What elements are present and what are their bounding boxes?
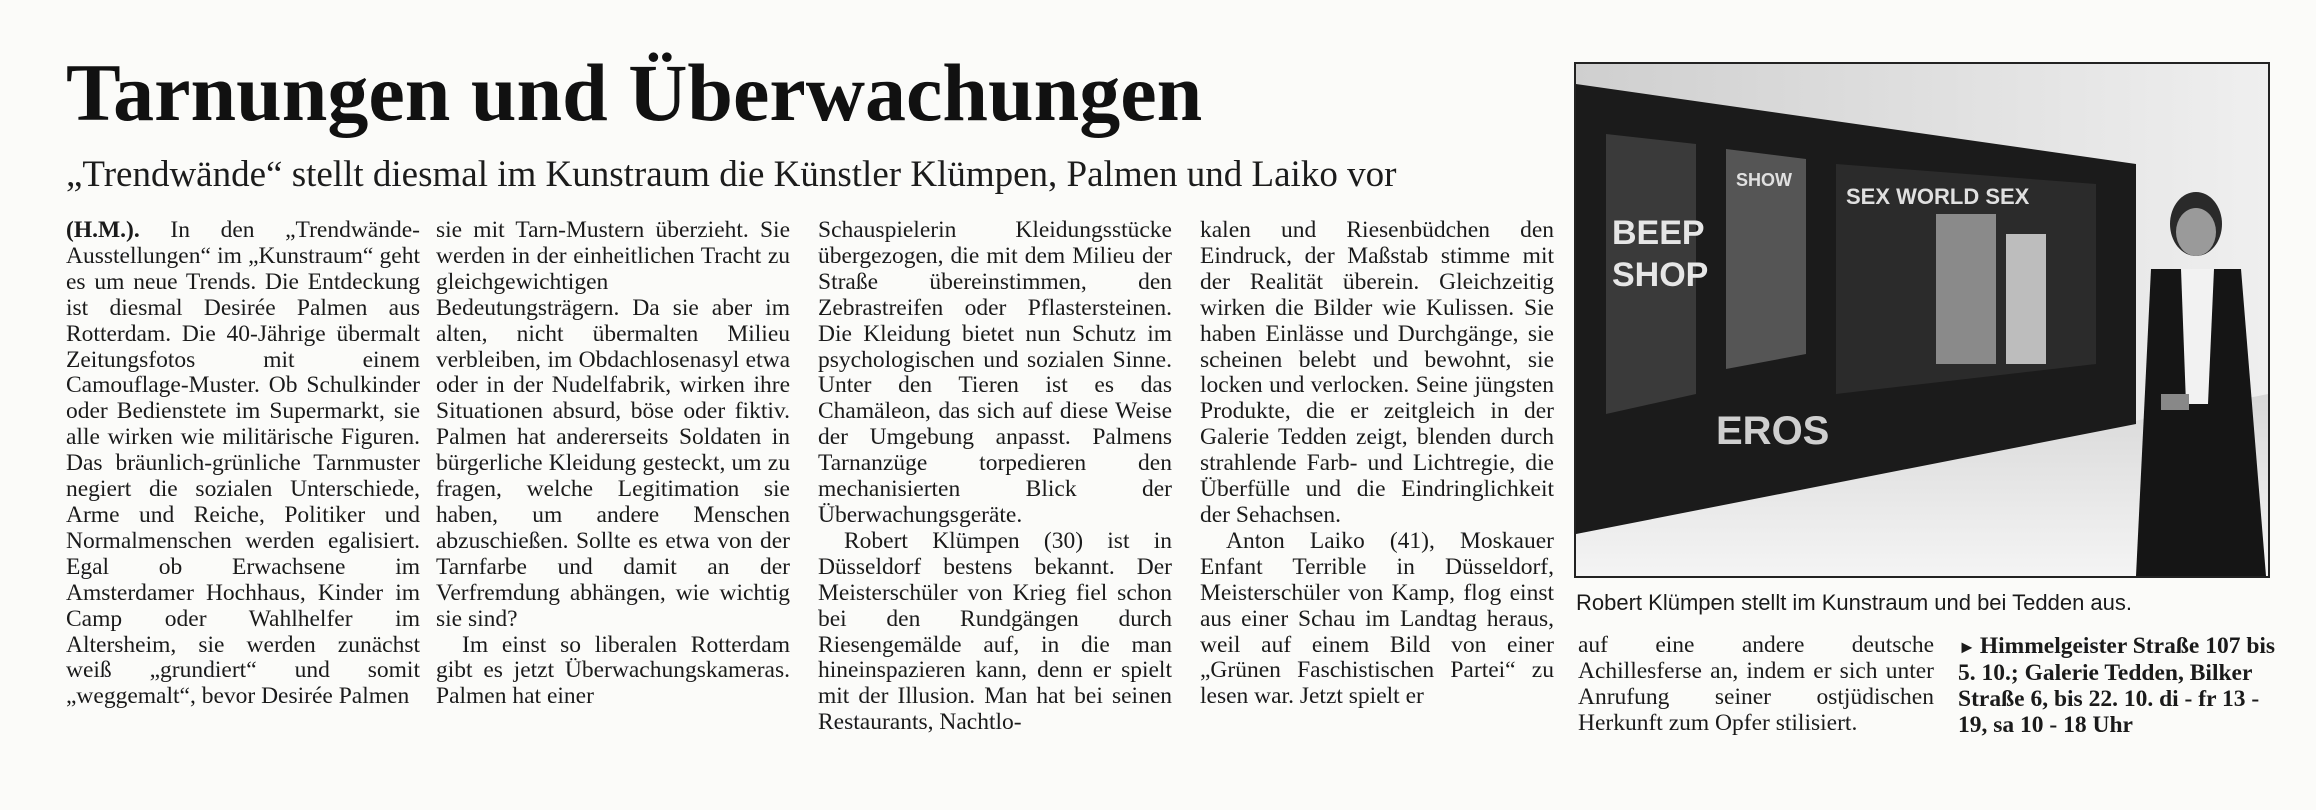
article-column-2 — [436, 218, 790, 710]
exhibition-info-text: Himmelgeister Straße 107 bis 5. 10.; Galerie Tedden, Bilker Straße 6, bis 22. 10. di - fr 13 - 19, sa 10 - 18 Uhr — [1958, 633, 2276, 738]
column-2-paragraph-2: Im einst so liberalen Rotterdam gibt es jetzt Überwachungskameras. Palmen hat einer — [436, 631, 790, 710]
column-1-text — [66, 218, 420, 710]
byline: (H.M.). — [66, 217, 140, 243]
photo-sign-5: EROS — [1716, 409, 1830, 453]
photo-caption: Robert Klümpen stellt im Kunstraum und bei Tedden aus. — [1576, 590, 2133, 615]
column-3-paragraph-1: Schauspielerin Kleidungsstücke übergezogen, die mit dem Milieu der Straße übereinstimmen, den Zebrastreifen oder Pflastersteinen. Die Kleidung bietet nun Schutz im psychologischen und sozialen Sinne. Unter den Tieren ist es das Chamäleon, das sich auf diese Weise der Umgebung anpasst. Palmens Tarnanzüge torpedieren den mechanisierten Blick der Überwachungsgeräte. — [818, 217, 1172, 528]
person-face — [2176, 208, 2216, 256]
column-3-paragraph-2: Robert Klümpen (30) ist in Düsseldorf bestens bekannt. Der Meisterschüler von Krieg fiel schon bei den Rundgängen durch Riesengemälde auf, in die man hineinspazieren kann, denn er spielt mit der Illusion. Man hat bei seinen Restaurants, Nachtlo- — [818, 527, 1172, 736]
painting-figure — [1936, 214, 1996, 364]
column-2-paragraph-1: sie mit Tarn-Mustern überzieht. Sie werden in der einheitlichen Tracht zu gleichgewichtigen Bedeutungsträgern. Da sie aber im alten, nicht übermalten Milieu verbleiben, im Obdachlosenasyl etwa oder in der Nudelfabrik, wirken ihre Situationen absurd, böse oder fiktiv. Palmen hat andererseits Soldaten in bürgerliche Kleidung gesteckt, um zu fragen, welche Legitimation sie haben, um andere Menschen abzuschießen. Sollte es etwa von der Tarnfarbe und damit an der Verfremdung abhängen, wie wichtig sie sind? — [436, 217, 790, 632]
photo-illustration — [1576, 64, 2268, 576]
column-4-paragraph-2: Anton Laiko (41), Moskauer Enfant Terrible in Düsseldorf, Meisterschüler von Kamp, flog einst aus einer Schau im Landtag heraus, weil auf einem Bild von einer „Grünen Faschistischen Partei“ zu lesen war. Jetzt spielt er — [1200, 527, 1554, 710]
subheadline: „Trendwände“ stellt diesmal im Kunstraum die Künstler Klümpen, Palmen und Laiko vor — [66, 154, 1397, 195]
headline: Tarnungen und Überwachungen — [66, 47, 1203, 138]
column-1-body: In den „Trendwände-Ausstellungen“ im „Kunstraum“ geht es um neue Trends. Die Entdeckung ist diesmal Desirée Palmen aus Rotterdam. Die 40-Jährige übermalt Zeitungsfotos mit einem Camouflage-Muster. Ob Schulkinder oder Bedienstete im Supermarkt, sie alle wirken wie militärische Figuren. Das bräunlich-grünliche Tarnmuster negiert die sozialen Unterschiede, Arme und Reiche, Politiker und Normalmenschen werden egalisiert. Egal ob Erwachsene im Amsterdamer Hochhaus, Kinder im Camp oder Wahlhelfer im Altersheim, sie werden zunächst weiß „grundiert“ und somit „weggemalt“, bevor Desirée Palmen — [66, 217, 420, 710]
article-column-4 — [1200, 218, 1554, 710]
article-photo — [1574, 62, 2270, 578]
triangle-bullet-icon: ► — [1958, 637, 1976, 657]
person-hand — [2161, 394, 2189, 410]
photo-sign-3: SEX WORLD SEX — [1846, 184, 2030, 209]
painting-door — [2006, 234, 2046, 364]
photo-sign-1: BEEP — [1612, 214, 1705, 252]
photo-sign-4: SHOW — [1736, 170, 1792, 190]
column-4-paragraph-1: kalen und Riesenbüdchen den Eindruck, der Maßstab stimme mit der Realität überein. Gleichzeitig wirken die Bilder wie Kulissen. Sie haben Einlässe und Durchgänge, sie scheinen belebt und bewohnt, sie locken und verlocken. Seine jüngsten Produkte, die er zeitgleich in der Galerie Tedden zeigt, blenden durch strahlende Farb- und Lichtregie, die Überfülle und die Eindringlichkeit der Sehachsen. — [1200, 217, 1554, 528]
article-column-5 — [1578, 633, 1934, 737]
article-column-3 — [818, 218, 1172, 736]
column-5-text: auf eine andere deutsche Achillesferse an, indem er sich unter Anrufung seiner ostjüdischen Herkunft zum Opfer stilisiert. — [1578, 632, 1934, 736]
photo-sign-2: SHOP — [1612, 256, 1709, 294]
article-column-1 — [66, 218, 420, 710]
exhibition-info — [1958, 633, 2288, 738]
